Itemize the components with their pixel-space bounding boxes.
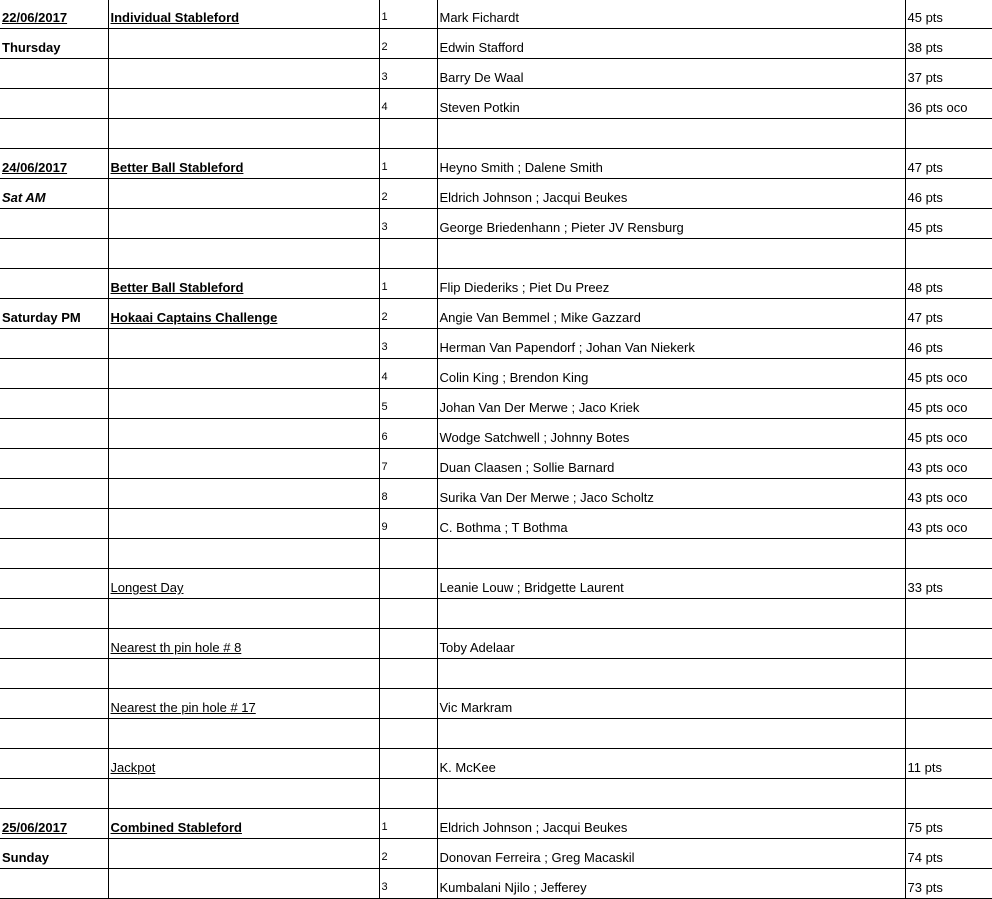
score-cell [905, 239, 992, 269]
event-cell [108, 119, 379, 149]
player-cell: Flip Diederiks ; Piet Du Preez [437, 269, 905, 299]
score-cell: 37 pts [905, 59, 992, 89]
player-cell: Edwin Stafford [437, 29, 905, 59]
date-cell [0, 869, 108, 899]
score-cell: 45 pts oco [905, 359, 992, 389]
position-cell: 4 [379, 89, 437, 119]
position-cell [379, 719, 437, 749]
position-cell [379, 749, 437, 779]
event-cell [108, 539, 379, 569]
score-cell: 48 pts [905, 269, 992, 299]
player-cell [437, 119, 905, 149]
date-cell [0, 659, 108, 689]
date-cell [0, 449, 108, 479]
event-cell: Jackpot [108, 749, 379, 779]
event-cell: Longest Day [108, 569, 379, 599]
date-cell: 22/06/2017 [0, 0, 108, 29]
date-cell [0, 239, 108, 269]
date-cell [0, 359, 108, 389]
position-cell: 6 [379, 419, 437, 449]
position-cell: 8 [379, 479, 437, 509]
event-cell: Hokaai Captains Challenge [108, 299, 379, 329]
score-cell [905, 599, 992, 629]
player-cell: C. Bothma ; T Bothma [437, 509, 905, 539]
position-cell [379, 539, 437, 569]
score-cell: 47 pts [905, 299, 992, 329]
event-cell: Individual Stableford [108, 0, 379, 29]
player-cell: K. McKee [437, 749, 905, 779]
position-cell: 2 [379, 179, 437, 209]
event-cell: Better Ball Stableford [108, 269, 379, 299]
date-cell [0, 389, 108, 419]
event-cell [108, 389, 379, 419]
date-cell [0, 569, 108, 599]
event-cell: Nearest the pin hole # 17 [108, 689, 379, 719]
table-row [0, 119, 992, 149]
player-cell [437, 539, 905, 569]
event-cell [108, 239, 379, 269]
position-cell: 3 [379, 59, 437, 89]
event-cell [108, 359, 379, 389]
event-cell [108, 209, 379, 239]
player-cell: Duan Claasen ; Sollie Barnard [437, 449, 905, 479]
player-cell: Wodge Satchwell ; Johnny Botes [437, 419, 905, 449]
event-cell: Combined Stableford [108, 809, 379, 839]
event-cell [108, 419, 379, 449]
position-cell: 2 [379, 29, 437, 59]
table-row [0, 449, 992, 479]
player-cell: Barry De Waal [437, 59, 905, 89]
table-row [0, 629, 992, 659]
table-row [0, 749, 992, 779]
table-row [0, 149, 992, 179]
score-cell: 45 pts oco [905, 389, 992, 419]
date-cell [0, 119, 108, 149]
player-cell [437, 659, 905, 689]
event-cell [108, 479, 379, 509]
score-cell: 36 pts oco [905, 89, 992, 119]
event-cell [108, 839, 379, 869]
position-cell [379, 569, 437, 599]
table-row [0, 599, 992, 629]
player-cell [437, 239, 905, 269]
position-cell [379, 239, 437, 269]
score-cell: 43 pts oco [905, 479, 992, 509]
player-cell: Heyno Smith ; Dalene Smith [437, 149, 905, 179]
table-row [0, 809, 992, 839]
table-row [0, 869, 992, 899]
score-cell: 33 pts [905, 569, 992, 599]
position-cell: 3 [379, 869, 437, 899]
score-cell: 11 pts [905, 749, 992, 779]
score-cell: 73 pts [905, 869, 992, 899]
table-row [0, 299, 992, 329]
player-cell: Angie Van Bemmel ; Mike Gazzard [437, 299, 905, 329]
table-row [0, 569, 992, 599]
table-row [0, 389, 992, 419]
score-cell [905, 689, 992, 719]
date-cell [0, 209, 108, 239]
position-cell: 4 [379, 359, 437, 389]
score-cell [905, 539, 992, 569]
score-cell: 45 pts [905, 209, 992, 239]
score-cell [905, 719, 992, 749]
position-cell: 3 [379, 209, 437, 239]
position-cell: 1 [379, 149, 437, 179]
date-cell: 24/06/2017 [0, 149, 108, 179]
table-row [0, 539, 992, 569]
position-cell: 1 [379, 269, 437, 299]
player-cell: Johan Van Der Merwe ; Jaco Kriek [437, 389, 905, 419]
table-row [0, 839, 992, 869]
event-cell [108, 659, 379, 689]
score-cell [905, 629, 992, 659]
table-row [0, 179, 992, 209]
player-cell: Donovan Ferreira ; Greg Macaskil [437, 839, 905, 869]
player-cell: Toby Adelaar [437, 629, 905, 659]
player-cell: Surika Van Der Merwe ; Jaco Scholtz [437, 479, 905, 509]
position-cell: 2 [379, 299, 437, 329]
event-cell [108, 29, 379, 59]
player-cell: Colin King ; Brendon King [437, 359, 905, 389]
table-row [0, 0, 992, 29]
position-cell [379, 779, 437, 809]
date-cell [0, 479, 108, 509]
player-cell: Leanie Louw ; Bridgette Laurent [437, 569, 905, 599]
event-cell [108, 779, 379, 809]
date-cell [0, 269, 108, 299]
table-row [0, 779, 992, 809]
date-cell [0, 419, 108, 449]
event-cell [108, 869, 379, 899]
date-cell: 25/06/2017 [0, 809, 108, 839]
table-row [0, 239, 992, 269]
event-cell [108, 599, 379, 629]
date-cell [0, 329, 108, 359]
position-cell: 9 [379, 509, 437, 539]
score-cell [905, 119, 992, 149]
table-row [0, 59, 992, 89]
player-cell [437, 599, 905, 629]
score-cell: 45 pts [905, 0, 992, 29]
player-cell: Steven Potkin [437, 89, 905, 119]
date-cell [0, 779, 108, 809]
table-row [0, 419, 992, 449]
player-cell: Herman Van Papendorf ; Johan Van Niekerk [437, 329, 905, 359]
date-cell [0, 509, 108, 539]
event-cell [108, 509, 379, 539]
date-cell [0, 89, 108, 119]
score-cell: 45 pts oco [905, 419, 992, 449]
date-cell [0, 719, 108, 749]
score-cell: 38 pts [905, 29, 992, 59]
score-cell: 43 pts oco [905, 449, 992, 479]
score-cell: 46 pts [905, 179, 992, 209]
table-row [0, 209, 992, 239]
score-cell: 46 pts [905, 329, 992, 359]
player-cell [437, 719, 905, 749]
table-row [0, 719, 992, 749]
table-row [0, 659, 992, 689]
date-cell: Thursday [0, 29, 108, 59]
position-cell [379, 599, 437, 629]
event-cell [108, 59, 379, 89]
player-cell: Kumbalani Njilo ; Jefferey [437, 869, 905, 899]
date-cell [0, 749, 108, 779]
score-cell: 47 pts [905, 149, 992, 179]
position-cell: 3 [379, 329, 437, 359]
event-cell: Better Ball Stableford [108, 149, 379, 179]
player-cell: Eldrich Johnson ; Jacqui Beukes [437, 809, 905, 839]
player-cell [437, 779, 905, 809]
table-row [0, 509, 992, 539]
date-cell: Sat AM [0, 179, 108, 209]
event-cell: Nearest th pin hole # 8 [108, 629, 379, 659]
score-cell: 74 pts [905, 839, 992, 869]
player-cell: Eldrich Johnson ; Jacqui Beukes [437, 179, 905, 209]
position-cell [379, 119, 437, 149]
table-row [0, 359, 992, 389]
table-row [0, 29, 992, 59]
date-cell [0, 539, 108, 569]
date-cell [0, 599, 108, 629]
position-cell [379, 629, 437, 659]
date-cell [0, 629, 108, 659]
position-cell: 1 [379, 809, 437, 839]
score-cell [905, 779, 992, 809]
player-cell: Mark Fichardt [437, 0, 905, 29]
position-cell: 7 [379, 449, 437, 479]
position-cell: 2 [379, 839, 437, 869]
date-cell [0, 689, 108, 719]
table-row [0, 689, 992, 719]
event-cell [108, 719, 379, 749]
score-cell: 75 pts [905, 809, 992, 839]
position-cell: 5 [379, 389, 437, 419]
position-cell: 1 [379, 0, 437, 29]
score-cell [905, 659, 992, 689]
date-cell: Sunday [0, 839, 108, 869]
player-cell: George Briedenhann ; Pieter JV Rensburg [437, 209, 905, 239]
event-cell [108, 89, 379, 119]
position-cell [379, 689, 437, 719]
table-row [0, 479, 992, 509]
table-row [0, 269, 992, 299]
table-row [0, 89, 992, 119]
date-cell: Saturday PM [0, 299, 108, 329]
event-cell [108, 179, 379, 209]
event-cell [108, 449, 379, 479]
position-cell [379, 659, 437, 689]
player-cell: Vic Markram [437, 689, 905, 719]
date-cell [0, 59, 108, 89]
score-cell: 43 pts oco [905, 509, 992, 539]
table-row [0, 329, 992, 359]
event-cell [108, 329, 379, 359]
